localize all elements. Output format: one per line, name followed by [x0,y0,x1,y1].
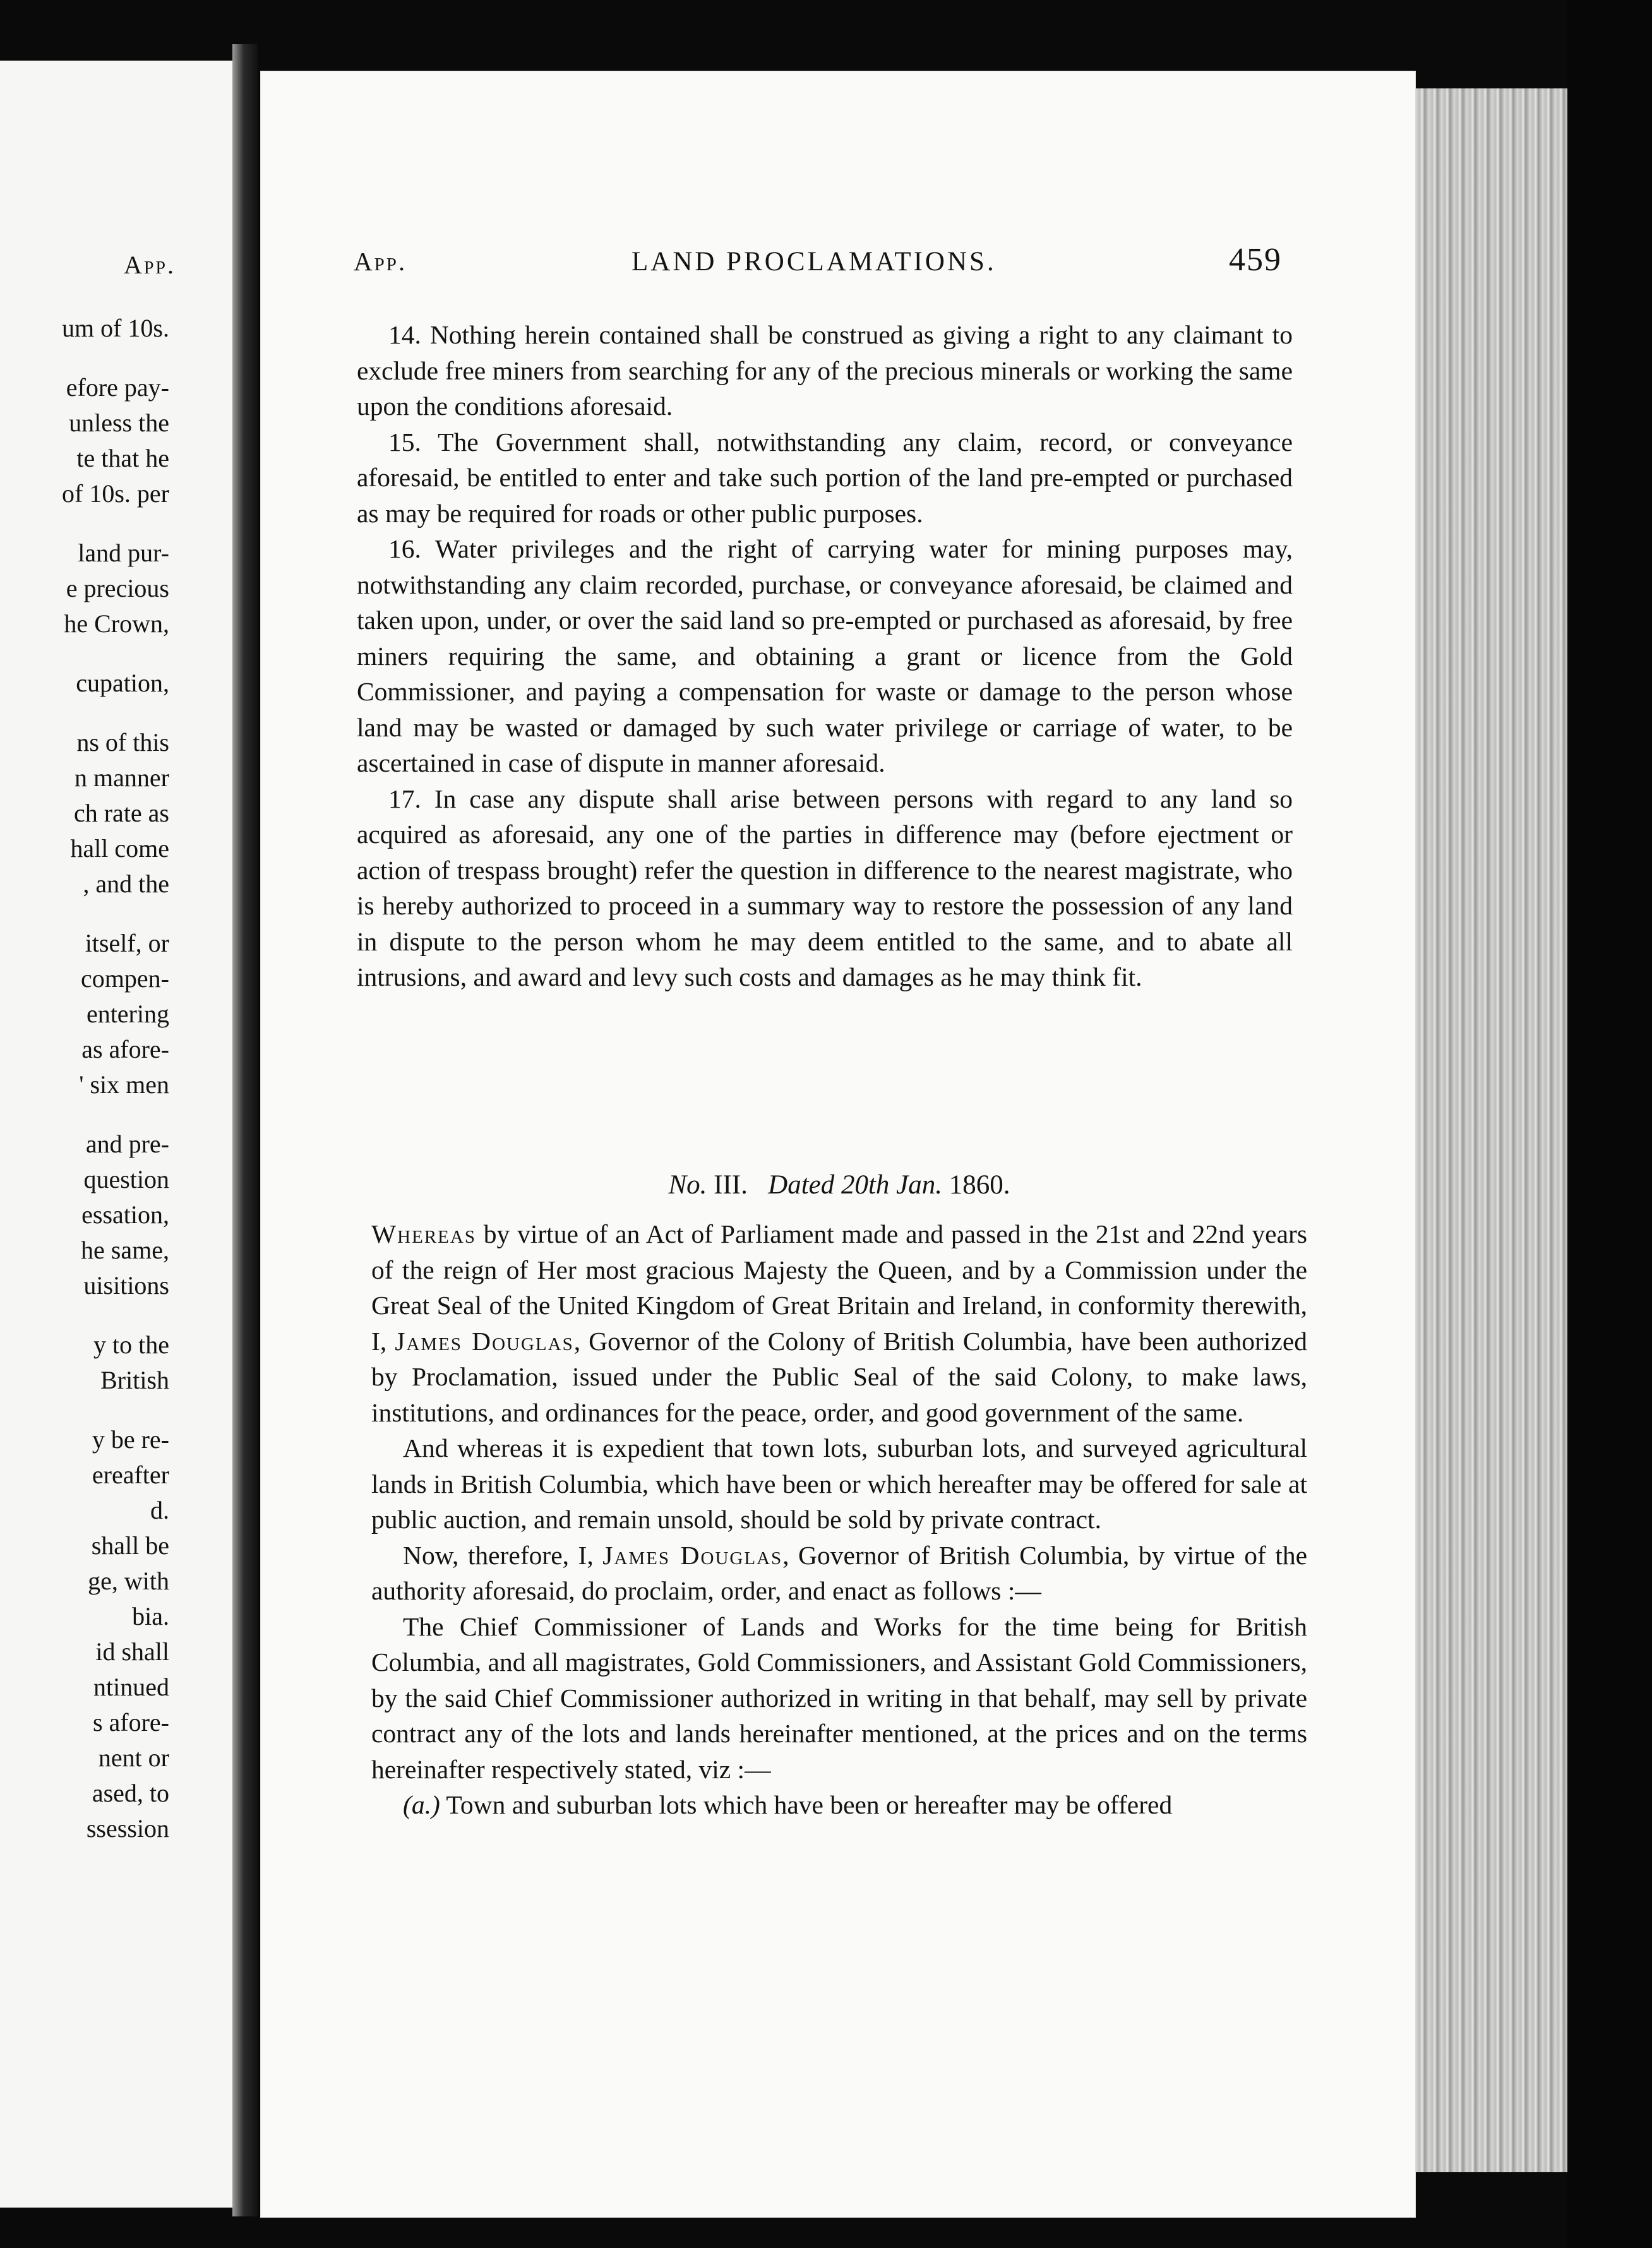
left-page-line: e precious [66,574,169,602]
heading-year: 1860. [949,1170,1010,1200]
left-page-line: te that he [76,444,169,472]
proclamation-paragraph-4: The Chief Commissioner of Lands and Works for the time being for British Columbia, and all magistrates, Gold Commissioners, and Assistant Gold Commissioners, by the said Chief Commissioner authorized in writing in that behalf, may sell by private contract any of the lots and lands hereinafter mentioned, at the prices and on the terms hereinafter respectively stated, viz :— [371,1611,1307,1784]
left-page-line: ntinued [93,1673,169,1701]
left-page-line: essation, [81,1200,169,1229]
p3-start: Now, therefore, I, [403,1540,603,1570]
left-page-line: ch rate as [73,799,169,827]
left-page-line: question [83,1165,169,1193]
proclamation-paragraph-3 [371,1538,1307,1609]
paragraph-14: 14. Nothing herein contained shall be construed as giving a right to any claimant to exclude free miners from searching for any of the precious minerals or working the same upon the conditions aforesaid. [357,320,1293,421]
governor-name: James Douglas [395,1326,574,1356]
left-page-line: id shall [95,1637,169,1666]
left-page-line: British [100,1366,169,1394]
heading-no: No. [668,1170,707,1200]
left-page-line: s afore- [92,1708,169,1737]
left-page-line: he Crown, [64,609,169,638]
left-page-line: , and the [83,870,169,898]
left-page-line: as afore- [81,1035,169,1063]
left-page-line: y be re- [92,1425,169,1454]
clause-label: (a.) [403,1790,440,1819]
left-page-line: efore pay- [66,373,169,402]
paragraph-17: 17. In case any dispute shall arise between persons with regard to any land so acquired as aforesaid, any one of the parties in difference may (before ejectment or action of trespass brought) refer the question in difference to the nearest magistrate, who is hereby authorized to proceed in a summary way to restore the possession of any land in dispute to the person whom he may deem entitled to the same, and to abate all intrusions, and award and levy such costs and damages as he may think fit. [357,784,1293,991]
left-page-header: App. [123,251,176,279]
heading-numeral: III. [714,1170,748,1200]
left-page-line: um of 10s. [62,314,169,342]
left-page-line: of 10s. per [62,479,169,508]
paragraph-16: 16. Water privileges and the right of carrying water for mining purposes may, notwithstanding any claim recorded, purchase, or conveyance aforesaid, be claimed and taken upon, under, or over the said land so pre-empted or purchased as aforesaid, by free miners requiring the same, and obtaining a grant or licence from the Gold Commissioner, and paying a compensation for waste or damage to the person whose land may be wasted or damaged by such water privilege or carriage of water, to be ascertained in case of dispute in manner aforesaid. [357,534,1293,777]
p1-end: , Governor of the Colony of British Columbia, have been authorized by Proclamation, issued under the Public Seal of the said Colony, to make laws, institutions, and ordinances for the peace, order, and good government of the same. [371,1326,1307,1427]
page-edges [1416,88,1567,2172]
whereas-word: Whereas [371,1219,476,1248]
left-page-line: nent or [98,1743,169,1772]
left-page-line: uisitions [83,1271,169,1300]
left-page-line: hall come [70,834,169,863]
left-page-line: itself, or [85,929,169,957]
left-page-line: compen- [81,964,169,993]
proclamation-paragraph-2: And whereas it is expedient that town lots, suburban lots, and surveyed agricultural lands in British Columbia, which have been or which hereafter may be offered for sale at public auction, and remain unsold, should be sold by private contract. [371,1433,1307,1534]
left-page-line: he same, [81,1236,169,1264]
left-page-line: ased, to [92,1779,169,1807]
paragraph-15: 15. The Government shall, notwithstanding any claim, record, or conveyance aforesaid, be entitled to enter and take such portion of the land pre-empted or purchased as may be required for roads or other public purposes. [357,427,1293,528]
left-page-line: land pur- [78,539,169,567]
p5-text: Town and suburban lots which have been or hereafter may be offered [440,1790,1173,1819]
left-page-line: cupation, [76,669,169,697]
page-number: 459 [1229,242,1282,278]
running-header [354,241,1282,292]
running-header-title: LAND PROCLAMATIONS. [631,247,997,277]
governor-name-2: James Douglas [602,1540,783,1570]
left-page-line: ereafter [92,1461,169,1489]
proclamation-paragraph-1 [371,1216,1307,1430]
main-text [357,317,1293,995]
scan-border [1567,0,1652,2248]
left-page-line: entering [86,1000,169,1028]
p3-end: , Governor of British Columbia, by virtue of the authority aforesaid, do proclaim, order, and enact as follows :— [371,1540,1307,1605]
left-page-line: ssession [86,1814,169,1843]
left-page-line: shall be [91,1531,169,1560]
section-heading [371,1169,1307,1200]
p1-rest: by virtue of an Act of Parliament made and passed in the 21st and 22nd years of the reign of Her most gracious Majesty the Queen, and by a Commission under the Great Seal of the United Kingdom of Great Britain and Ireland, in conformity therewith, I, [371,1219,1307,1356]
running-header-app: App. [354,247,407,276]
left-page-line: n manner [75,763,169,792]
left-page-line: bia. [132,1602,169,1630]
left-page-line: ' six men [79,1070,169,1099]
left-page-line: y to the [93,1330,169,1359]
proclamation-paragraph-5 [371,1787,1307,1823]
heading-dated: Dated 20th Jan. [768,1170,943,1200]
left-page-line: unless the [63,409,169,437]
left-page-line: ge, with [88,1567,169,1595]
proclamation-text [371,1216,1307,1823]
book-gutter [232,44,258,2216]
left-facing-page [0,61,232,2208]
left-page-line: ns of this [76,728,169,756]
left-page-line: and pre- [85,1130,169,1158]
left-page-line: d. [150,1496,169,1524]
